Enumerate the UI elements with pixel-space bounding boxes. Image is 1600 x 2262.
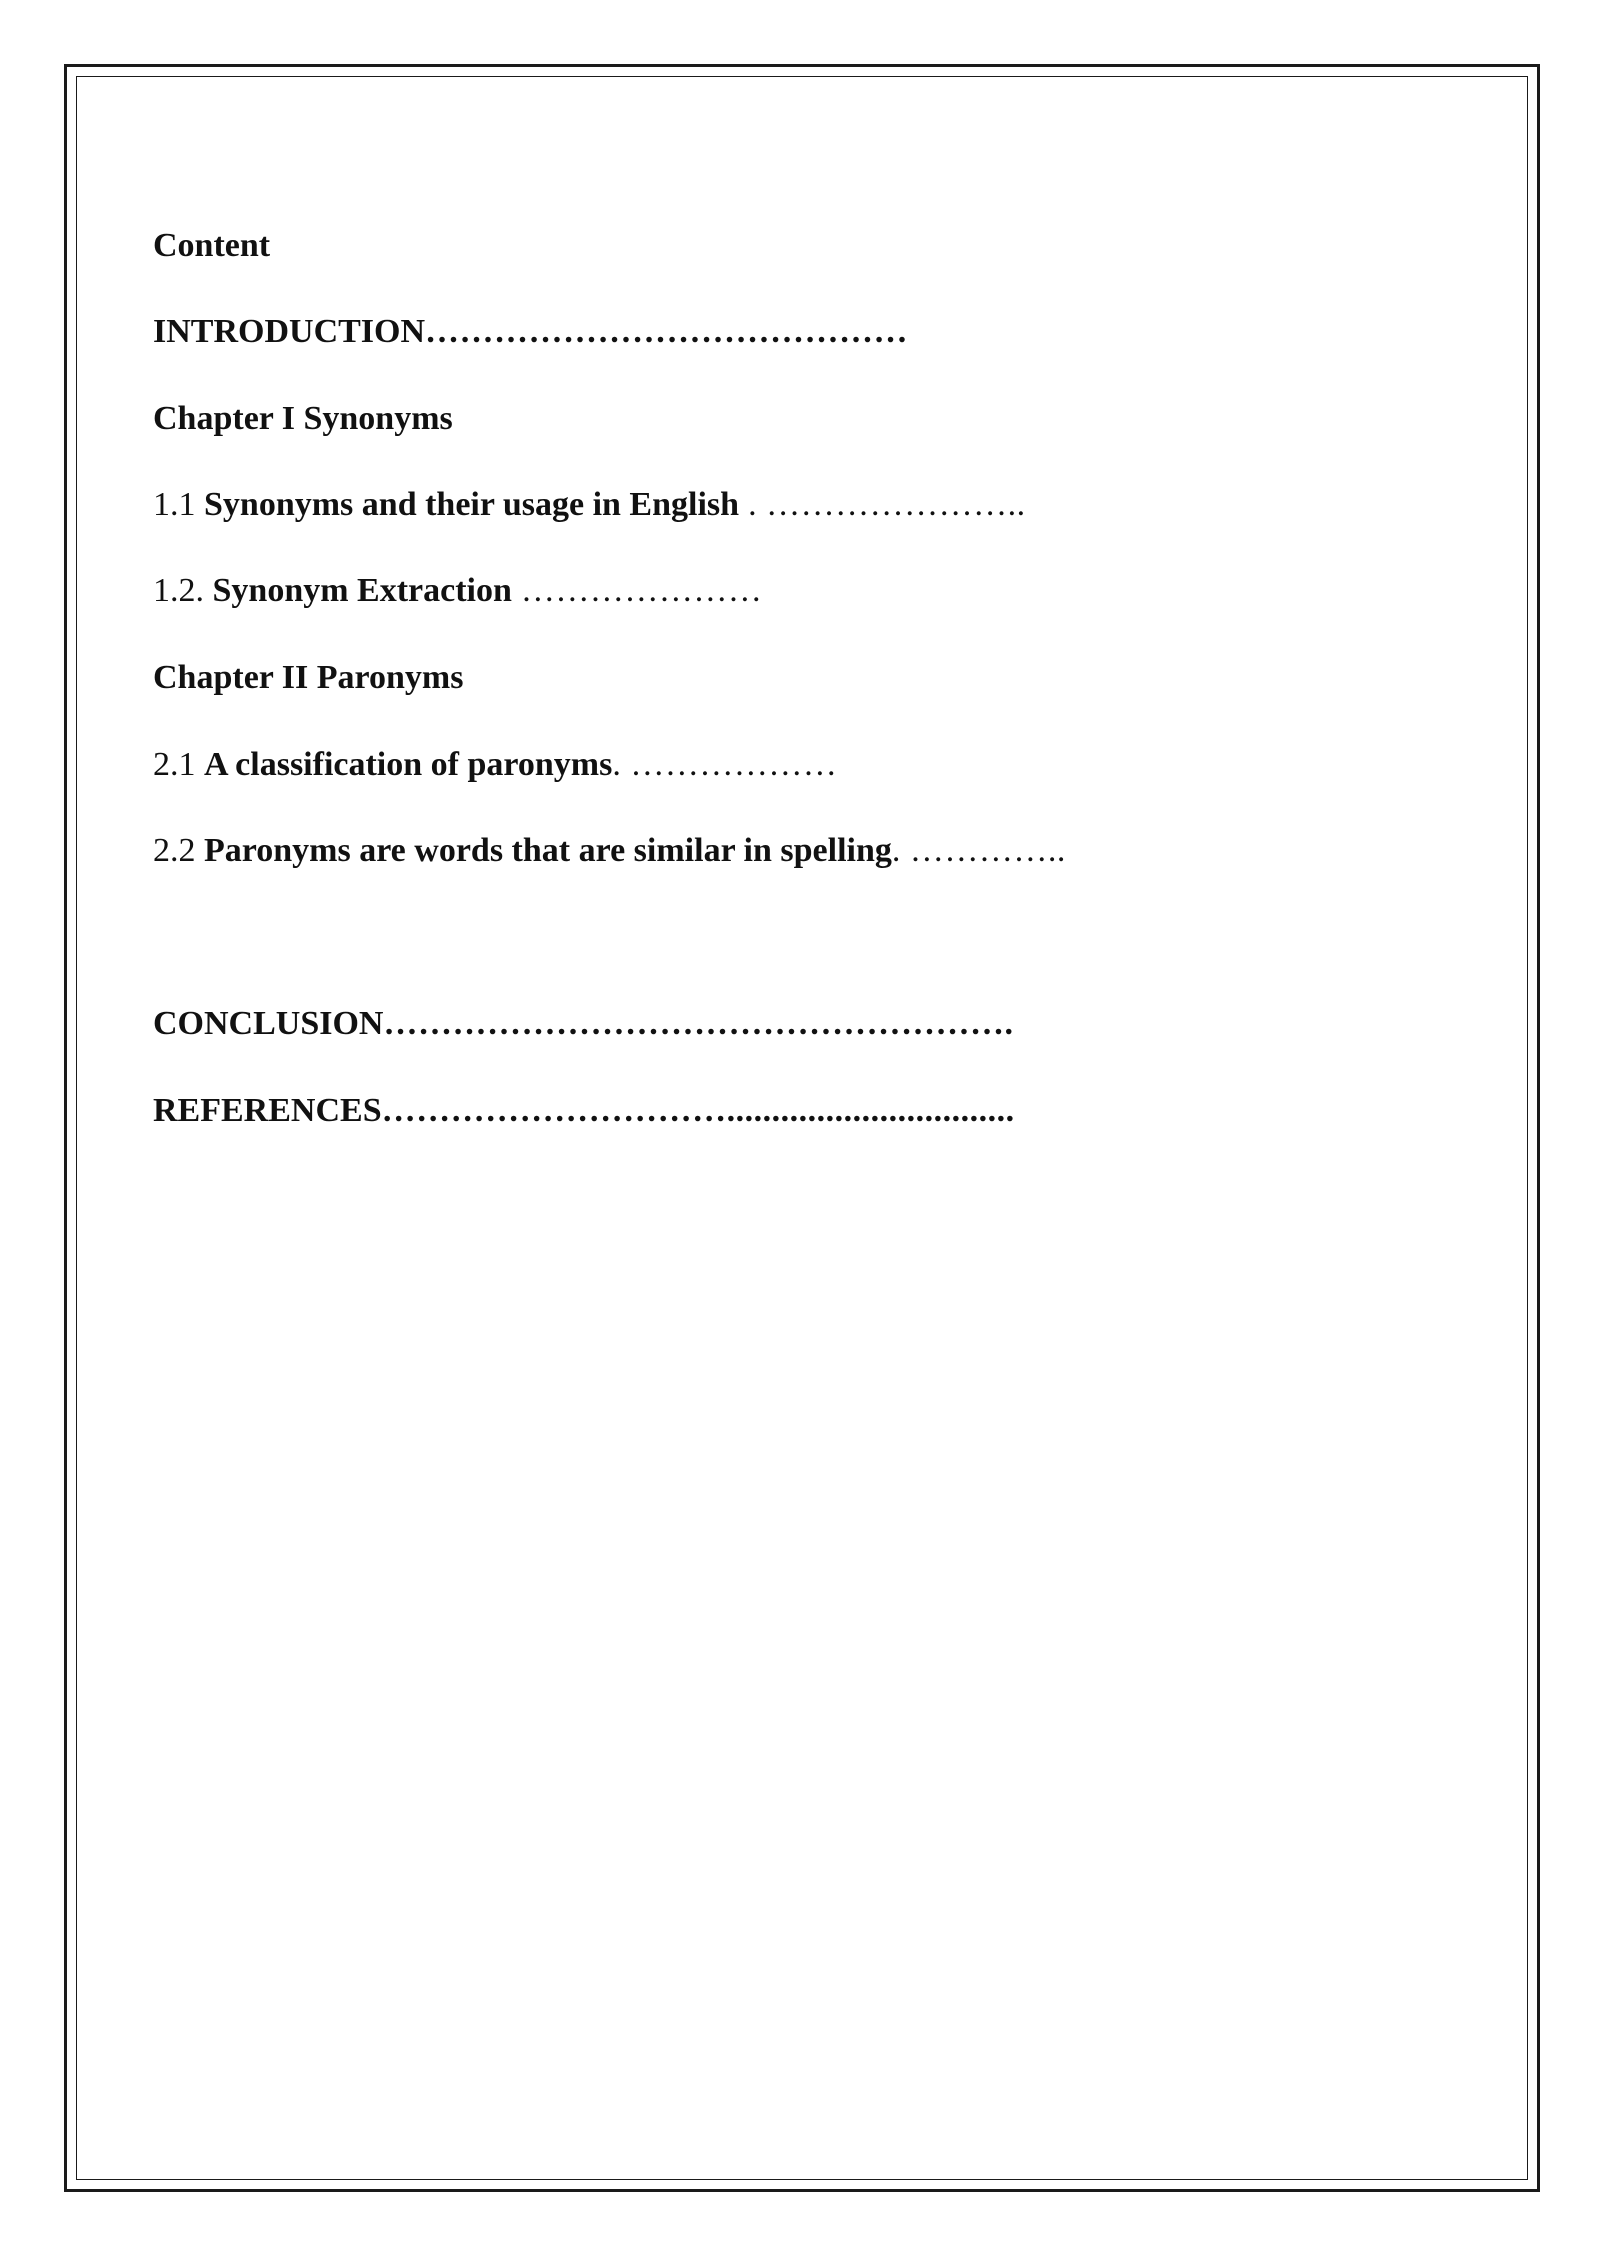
toc-leader-dots: . ………….. [891, 832, 1066, 869]
chapter-2-heading: Chapter II Paronyms [153, 659, 464, 696]
toc-entry-title: Synonym Extraction [212, 572, 512, 609]
toc-entry-title: Synonyms and their usage in English [204, 486, 740, 523]
toc-entry-title: A classification of paronyms [204, 746, 613, 783]
toc-entry-2-1 [153, 745, 837, 785]
toc-leader-dots: ………………………… [381, 1092, 727, 1129]
toc-title: Content [153, 227, 271, 264]
chapter-1-heading: Chapter I Synonyms [153, 400, 453, 437]
toc-entry-introduction [153, 312, 908, 352]
toc-entry-number: 1.2. [153, 572, 213, 609]
toc-leader-dots: …………………………………… [425, 313, 909, 350]
toc-entry-2-2 [153, 831, 1066, 871]
toc-entry-label: REFERENCES [153, 1092, 382, 1129]
toc-entry-number: 1.1 [153, 486, 204, 523]
toc-entry-label: CONCLUSION [153, 1005, 384, 1042]
toc-entry-number: 2.2 [153, 832, 204, 869]
toc-entry-label: INTRODUCTION [153, 313, 426, 350]
toc-entry-title: Paronyms are words that are similar in spelling [204, 832, 892, 869]
toc-entry-1-1 [153, 485, 1026, 525]
toc-leader-dots-tail: ................................ [726, 1092, 1015, 1129]
toc-leader-dots: ………………………………………………. [383, 1005, 1014, 1042]
toc-entry-1-2 [153, 571, 762, 611]
toc-leader-dots: . ………………….. [739, 486, 1026, 523]
toc-entry-references [153, 1091, 1015, 1131]
toc-leader-dots: . ……………… [612, 746, 838, 783]
toc-leader-dots: ………………… [511, 572, 763, 609]
toc-entry-number: 2.1 [153, 746, 204, 783]
toc-entry-conclusion [153, 1004, 1013, 1044]
